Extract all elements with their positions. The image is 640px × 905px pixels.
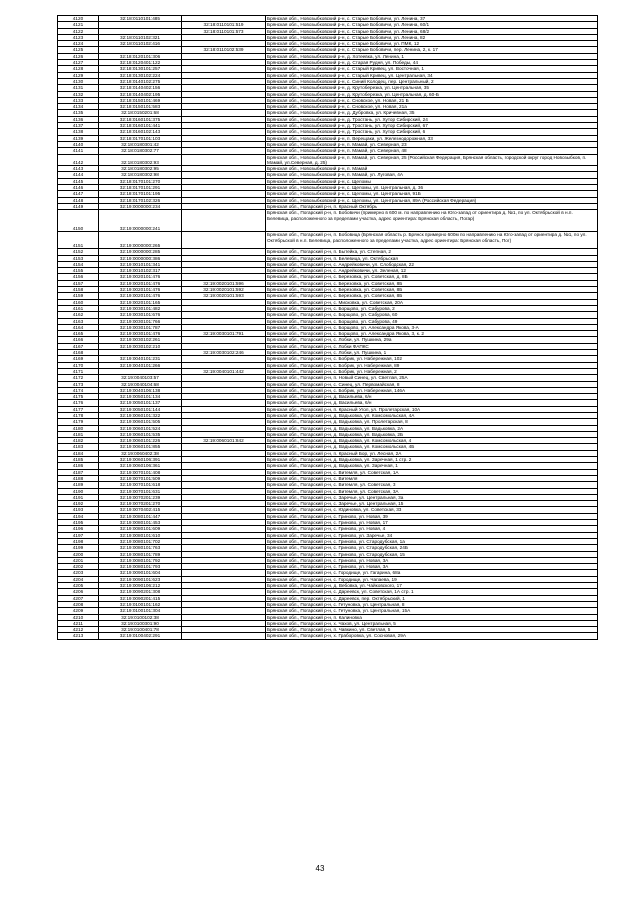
address-cell: Брянская обл., Новозыбковский р-н, с. Старые Бобовичи, ул. ПМК, 12 [266,41,598,47]
row-number-cell: 4201 [58,557,99,563]
row-number-cell: 4192 [58,501,99,507]
row-number-cell: 4165 [58,331,99,337]
cadastral-number-cell: 32:19:0040101:231 [99,356,182,362]
linked-cadastral-cell: 32:19:0020101:596 [182,280,266,286]
cadastral-number-cell: 32:19:0040101:266 [99,362,182,368]
row-number-cell: 4139 [58,135,99,141]
address-cell: Брянская обл., Погарский р-н, с. Гриново, ул. Новая, 17 [266,520,598,526]
table-row [58,210,598,232]
row-number-cell: 4188 [58,475,99,481]
cadastral-number-cell: 32:19:0060101:322 [99,413,182,419]
row-number-cell: 4157 [58,280,99,286]
cadastral-number-cell: 32:18:0180301:42 [99,141,182,147]
row-number-cell: 4207 [58,595,99,601]
cadastral-number-cell: 32:19:0080101:789 [99,551,182,557]
row-number-cell: 4179 [58,419,99,425]
address-cell: Брянская обл., Погарский р-н, с. Синец, ул. Первомайская, 8 [266,381,598,387]
cadastral-number-cell: 32:19:0060106:391 [99,457,182,463]
cadastral-number-cell: 32:18:0170102:326 [99,197,182,203]
cadastral-number-cell: 32:19:0000000:234 [99,203,182,209]
address-cell: Брянская обл., Погарский р-н, х. Чахов, ул. Центральная, 5 [266,620,598,626]
cadastral-number-cell: 32:18:0120101:306 [99,53,182,59]
cadastral-number-cell: 32:18:0110102:321 [99,34,182,40]
address-cell: Брянская обл., Погарский р-н, д. Вадьковка, ул. Вадьковка, 2А [266,425,598,431]
address-cell: Брянская обл., Погарский р-н, с. Гриново, ул. Новая, 3А [266,564,598,570]
row-number-cell: 4195 [58,520,99,526]
address-cell: Брянская обл., Погарский р-н, д. Вадьковка, ул. Заречная, 1 стр. 2 [266,457,598,463]
linked-cadastral-cell [182,210,266,232]
row-number-cell: 4196 [58,526,99,532]
cadastral-number-cell: 32:18:0170101:291 [99,185,182,191]
address-cell: Брянская обл., Новозыбковский р-н, с. Щеломы [266,178,598,184]
row-number-cell: 4198 [58,538,99,544]
row-number-cell: 4166 [58,337,99,343]
address-cell: Брянская обл., Погарский р-н, с. Гриново, ул. Новая, 4 [266,526,598,532]
linked-cadastral-cell: 32:18:0110101:519 [182,22,266,28]
cadastral-number-cell: 32:19:0030101:766 [99,318,182,324]
cadastral-number-cell: 32:19:0080101:793 [99,564,182,570]
cadastral-number-cell: 32:19:0080101:763 [99,545,182,551]
address-cell: Брянская обл., Новозыбковский р-н, д. Дубровка, ул. Кричевная, 35 [266,110,598,116]
address-cell: Брянская обл., Новозыбковский р-н, п. Мамай [266,166,598,172]
cadastral-number-cell: 32:19:0000000:386 [99,255,182,261]
row-number-cell: 4140 [58,141,99,147]
row-number-cell: 4187 [58,469,99,475]
address-cell: Брянская обл., Погарский р-н, с. Заречье, ул. Центральная, 3а [266,494,598,500]
address-cell: Брянская обл., Погарский р-н, с. Березовка, ул. Советская, д. 8Б [266,274,598,280]
row-number-cell: 4159 [58,293,99,299]
table-row [58,232,598,249]
cadastral-number-cell: 32:19:0090101:604 [99,570,182,576]
address-cell: Брянская обл., Новозыбковский р-н, д. Крутоберезка, ул. Центральная, 35 [266,85,598,91]
row-number-cell: 4132 [58,91,99,97]
address-cell: Брянская обл., Погарский р-н, с. Бобрик, ул. Набережная, 146А [266,387,598,393]
table-row [58,633,598,639]
cadastral-number-cell: 32:19:0100301:90 [99,620,182,626]
address-cell: Брянская обл., Новозыбковский р-н, п. Мамай, ул. Северная, 25 (Российская Федерация, Брянская область, городской округ город Новозыбков, п. Мамай, ул.Северная, д. 25) [266,154,598,166]
address-cell: Брянская обл., Новозыбковский р-н, с. Старые Бобовичи, ул. Ленина, 82 [266,34,598,40]
cadastral-number-cell: 32:19:0060106:361 [99,463,182,469]
row-number-cell: 4193 [58,507,99,513]
row-number-cell: 4190 [58,488,99,494]
row-number-cell: 4135 [58,110,99,116]
cadastral-number-cell: 32:19:0030101:676 [99,312,182,318]
cadastral-number-cell: 32:19:0100401:78 [99,627,182,633]
row-number-cell: 4128 [58,66,99,72]
cadastral-number-cell: 32:19:0000000:285 [99,249,182,255]
cadastral-number-cell: 32:19:0020101:165 [99,299,182,305]
cadastral-number-cell: 32:19:0100102:38 [99,614,182,620]
address-cell: Брянская обл., Погарский р-н, с. Юдиновка, ул. Советская, 33 [266,507,598,513]
row-number-cell: 4212 [58,627,99,633]
cadastral-number-cell: 32:19:0020101:476 [99,274,182,280]
row-number-cell: 4127 [58,60,99,66]
registry-table-sheet [57,15,597,640]
row-number-cell: 4169 [58,356,99,362]
page-number: 43 [315,864,325,873]
cadastral-number-cell: 32:18:0160101:375 [99,116,182,122]
cadastral-number-cell: 32:19:0010101:341 [99,261,182,267]
cadastral-number-cell: 32:18:0180302:77 [99,148,182,154]
address-cell: Брянская обл., Погарский р-н, с. Андрейковичи, ул. Зеленая, 12 [266,268,598,274]
linked-cadastral-cell: 32:19:0040101:442 [182,368,266,374]
row-number-cell: 4125 [58,47,99,53]
cadastral-number-cell: 32:19:0050101:144 [99,406,182,412]
row-number-cell: 4162 [58,312,99,318]
address-cell: Брянская обл., Новозыбковский р-н, с. Синий Колодец, пер. Центральный, 2 [266,78,598,84]
row-number-cell: 4182 [58,438,99,444]
cadastral-number-cell: 32:18:0150101:583 [99,104,182,110]
cadastral-number-cell: 32:19:0010102:317 [99,268,182,274]
cadastral-number-cell: 32:19:0100101:162 [99,601,182,607]
address-cell: Брянская обл., Погарский р-н, п. Красный Угол, ул. Пролетарская, 10А [266,406,598,412]
row-number-cell: 4180 [58,425,99,431]
cadastral-number-cell: 32:19:0100402:291 [99,633,182,639]
row-number-cell: 4131 [58,85,99,91]
cadastral-number-cell: 32:19:0030101:476 [99,331,182,337]
linked-cadastral-cell: 32:19:0030102:246 [182,350,266,356]
cadastral-number-cell: 32:19:0060101:855 [99,444,182,450]
row-number-cell: 4174 [58,387,99,393]
row-number-cell: 4184 [58,450,99,456]
address-cell: Брянская обл., Погарский р-н, с. Борщово, ул. Сабурова, 2 [266,305,598,311]
cadastral-number-cell: 32:18:0140402:195 [99,91,182,97]
row-number-cell: 4141 [58,148,99,154]
address-cell: Брянская обл., Погарский р-н, п. Чавкино, ул. Светлая, 5 [266,627,598,633]
cadastral-number-cell: 32:18:0120401:122 [99,60,182,66]
row-number-cell: 4199 [58,545,99,551]
cadastral-number-cell: 32:18:0170101:195 [99,191,182,197]
address-cell: Брянская обл., Погарский р-н, с. Гриново, ул. Новая, 3А [266,557,598,563]
cadastral-number-cell: 32:19:0070402:415 [99,507,182,513]
address-cell: Брянская обл., Погарский р-н, с. Заречье, ул. Центральная, 15 [266,501,598,507]
row-number-cell: 4204 [58,576,99,582]
row-number-cell: 4130 [58,78,99,84]
row-number-cell: 4200 [58,551,99,557]
row-number-cell: 4185 [58,457,99,463]
cadastral-number-cell: 32:19:0040103:57 [99,375,182,381]
row-number-cell: 4123 [58,34,99,40]
registry-table [57,15,598,640]
cadastral-number-cell: 32:18:0170101:103 [99,135,182,141]
address-cell: Брянская обл., Погарский р-н, д. Вебовка, ул. Чайковского, 17 [266,583,598,589]
row-number-cell: 4177 [58,406,99,412]
address-cell: Брянская обл., Новозыбковский р-н, с. Сновское, ул. Новая, 21 Б [266,97,598,103]
address-cell: Брянская обл., Новозыбковский р-н, п. Мамай, ул. Луговая, 4А [266,172,598,178]
row-number-cell: 4158 [58,287,99,293]
address-cell: Брянская обл., Новозыбковский р-н, с. Сновское, ул. Новая, 21а [266,104,598,110]
cadastral-number-cell: 32:19:0080101:453 [99,520,182,526]
address-cell: Брянская обл., Погарский р-н, с. Бобрик, ул. Набережная, 89 [266,362,598,368]
row-number-cell: 4153 [58,255,99,261]
address-cell: Брянская обл., Новозыбковский р-н, д. Старая Рудня, ул. Победы, 44 [266,60,598,66]
cadastral-number-cell: 32:19:0030102:210 [99,343,182,349]
address-cell: Брянская обл., Погарский р-н, п. Белевица, ул. Октябрьская [266,255,598,261]
row-number-cell: 4160 [58,299,99,305]
row-number-cell: 4121 [58,22,99,28]
cadastral-number-cell: 32:19:0050101:137 [99,400,182,406]
row-number-cell: 4167 [58,343,99,349]
row-number-cell: 4138 [58,129,99,135]
cadastral-number-cell: 32:18:0150101:469 [99,97,182,103]
address-cell: Брянская обл., Погарский р-н, д. Вадьковка, ул. Пролетарская, 8 [266,419,598,425]
address-cell: Брянская обл., Погарский р-н, д. Вадьковка, ул. Заречная, 1 [266,463,598,469]
row-number-cell: 4209 [58,608,99,614]
address-cell: Брянская обл., Погарский р-н, с. Борщово, ул. Александра Якова, 3-А [266,324,598,330]
address-cell: Брянская обл., Погарский р-н, п. Бытейка, ул. Степная, 2 [266,249,598,255]
cadastral-number-cell: 32:19:0030101:787 [99,324,182,330]
address-cell: Брянская обл., Погарский р-н, д. Васильева, 6/н [266,400,598,406]
cadastral-number-cell: 32:18:0160102:143 [99,129,182,135]
address-cell: Брянская обл., Погарский р-н, п. Калиновка [266,614,598,620]
cadastral-number-cell: 32:19:0020101:476 [99,287,182,293]
address-cell: Брянская обл., Погарский р-н, с. Витемля, ул. Советская, 1А [266,469,598,475]
linked-cadastral-cell: 32:18:0110101:573 [182,28,266,34]
address-cell: Брянская обл., Новозыбковский р-н, с. Старые Бобовичи, ул. Ленина, 60/1 [266,22,598,28]
address-cell: Брянская обл., Погарский р-н, с. Дареевск, ул. Советская, 1А стр. 1 [266,589,598,595]
row-number-cell: 4205 [58,583,99,589]
cadastral-number-cell: 32:19:0000000:241 [99,210,182,232]
address-cell: Брянская обл., Погарский р-н, с. Витемля, ул. Советская, 3А [266,488,598,494]
row-number-cell: 4170 [58,362,99,368]
address-cell: Брянская обл., Погарский р-н, с. Бобрик, ул. Набережная, 2 [266,368,598,374]
address-cell: Брянская обл., Погарский р-н, х. Граборовка, ул. Сосновая, 29А [266,633,598,639]
cadastral-number-cell: 32:18:0130102:224 [99,72,182,78]
address-cell: Брянская обл., Погарский р-н, с. Березовка, ул. Советская, 8Б [266,287,598,293]
linked-cadastral-cell: 32:19:0060101:842 [182,438,266,444]
address-cell: Брянская обл., Погарский р-н, п. Бобовица (Брянская область р. Брянск примерно 600м по направлению на Юго-запад от ориентира д. №1, по ул. Октябрьской в н.п. Белевица, расположенного за пределами участка, адрес ориентира: Брянская область, Пог) [266,232,598,249]
cadastral-number-cell: 32:19:0070101:631 [99,488,182,494]
linked-cadastral-cell [182,232,266,249]
row-number-cell: 4154 [58,261,99,267]
address-cell: Брянская обл., Новозыбковский р-н, с. Старые Бобовичи, ул. Ленина, 68/2 [266,28,598,34]
address-cell: Брянская обл., Погарский р-н, с. Городище, ул. Чапаева, 19 [266,576,598,582]
address-cell: Брянская обл., Новозыбковский р-н, с. Щеломы, ул. Центральная, д. 36 [266,185,598,191]
address-cell: Брянская обл., Погарский р-н, с. Витемля [266,475,598,481]
cadastral-number-cell: 32:18:0110102:416 [99,41,182,47]
row-number-cell: 4208 [58,601,99,607]
row-number-cell: 4129 [58,72,99,78]
row-number-cell: 4150 [58,210,99,232]
row-number-cell: 4136 [58,116,99,122]
address-cell: Брянская обл., Погарский р-н, с. Борщово, ул. Сабурова, 49 [266,318,598,324]
address-cell: Брянская обл., Погарский р-н, с. Лобки, ул. Пушкина, 1 [266,350,598,356]
row-number-cell: 4168 [58,350,99,356]
row-number-cell: 4133 [58,97,99,103]
cadastral-number-cell: 32:18:0130101:257 [99,66,182,72]
address-cell: Брянская обл., Новозыбковский р-н, п. Мамай, ул. Северная, 48 [266,148,598,154]
cadastral-number-cell: 32:18:0180302:95 [99,166,182,172]
cadastral-number-cell: 32:19:0050101:134 [99,394,182,400]
row-number-cell: 4163 [58,318,99,324]
row-number-cell: 4186 [58,463,99,469]
address-cell: Брянская обл., Погарский р-н, с. Гриново, ул. Стародубская, 15 [266,551,598,557]
cadastral-number-cell: 32:18:0170101:270 [99,178,182,184]
address-cell: Брянская обл., Погарский р-н, с. Гетуновка, ул. Центральная, 8 [266,601,598,607]
address-cell: Брянская обл., Новозыбковский р-н, с. Старый Кривец, ул. Центральная, 34 [266,72,598,78]
row-number-cell: 4152 [58,249,99,255]
address-cell: Брянская обл., Погарский р-н, д. Васильева, 6/н [266,394,598,400]
cadastral-number-cell: 32:19:0030101:482 [99,305,182,311]
row-number-cell: 4134 [58,104,99,110]
row-number-cell: 4206 [58,589,99,595]
address-cell: Брянская обл., Новозыбковский р-н, с. Щеломы, ул. Центральная, 89А (Российская Федерация) [266,197,598,203]
cadastral-number-cell: 32:19:0080101:447 [99,513,182,519]
cadastral-number-cell: 32:19:0070201:239 [99,494,182,500]
cadastral-number-cell: 32:18:0180302:98 [99,172,182,178]
address-cell: Брянская обл., Погарский р-н, с. Бобрик, ул. Набережная, 102 [266,356,598,362]
row-number-cell: 4210 [58,614,99,620]
address-cell: Брянская обл., Погарский р-н, с. Городище, ул. Гагарина, 68а [266,570,598,576]
address-cell: Брянская обл., Погарский р-н, д. Вадьковка, ул. Комсомольская, 4А [266,413,598,419]
cadastral-number-cell: 32:18:0180302:93 [99,154,182,166]
address-cell: Брянская обл., Новозыбковский р-н, с. Старый Кривец, ул. Восточная, 1 [266,66,598,72]
row-number-cell: 4181 [58,431,99,437]
row-number-cell: 4156 [58,274,99,280]
row-number-cell: 4164 [58,324,99,330]
cadastral-number-cell: 32:19:0060402:38 [99,450,182,456]
address-cell: Брянская обл., Новозыбковский р-н, д. Тростань, ул. Хутор Сибирский, 6 [266,129,598,135]
address-cell: Брянская обл., Погарский р-н, с. Гриново, ул. Стародубская, 24Б [266,545,598,551]
cadastral-number-cell: 32:19:0020101:476 [99,293,182,299]
row-number-cell: 4146 [58,185,99,191]
address-cell: Брянская обл., Погарский р-н, с. Борщово, ул. Сабурова, 60 [266,312,598,318]
cadastral-number-cell: 32:19:0020101:476 [99,280,182,286]
cadastral-number-cell: 32:19:0060101:535 [99,431,182,437]
address-cell: Брянская обл., Новозыбковский р-н, п. Верещаки, ул. Железнодорожная, 33 [266,135,598,141]
address-cell: Брянская обл., Погарский р-н, с. Гриново, ул. Новая, 39 [266,513,598,519]
linked-cadastral-cell: 32:19:0020101:592 [182,287,266,293]
address-cell: Брянская обл., Новозыбковский р-н, д. Крутоберезка, ул. Центральная, д. 60-Б [266,91,598,97]
row-number-cell: 4191 [58,494,99,500]
row-number-cell: 4203 [58,570,99,576]
row-number-cell: 4189 [58,482,99,488]
cadastral-number-cell: 32:19:0090106:212 [99,583,182,589]
address-cell: Брянская обл., Погарский р-н, д. Вадьковка, ул. Комсомольская, 4 [266,438,598,444]
cadastral-number-cell: 32:18:0140402:156 [99,85,182,91]
row-number-cell: 4143 [58,166,99,172]
row-number-cell: 4124 [58,41,99,47]
address-cell: Брянская обл., Погарский р-н, п. Бобовичи (примерно в 600 м. по направлению на Юго-запад от ориентира д. №1, по ул. Октябрьской в н.п. Белевица, расположенного за пределами участка, адрес ориентира: Брянская область, Погар) [266,210,598,232]
address-cell: Брянская обл., Погарский р-н, с. Андрейковичи, ул. Слободская, 22 [266,261,598,267]
cadastral-number-cell: 32:19:0070101:618 [99,482,182,488]
row-number-cell: 4197 [58,532,99,538]
cadastral-number-cell: 32:19:0060101:226 [99,438,182,444]
linked-cadastral-cell: 32:18:0110102:539 [182,47,266,53]
address-cell: Брянская обл., Новозыбковский р-н, д. Хотеевка, ул. Ленина, 1 [266,53,598,59]
cadastral-number-cell: 32:19:0100101:304 [99,608,182,614]
row-number-cell: 4202 [58,564,99,570]
cadastral-number-cell: 32:18:0150201:68 [99,110,182,116]
address-cell: Брянская обл., Погарский р-н, с. Березовка, ул. Советская, 8Б [266,293,598,299]
row-number-cell: 4145 [58,178,99,184]
row-number-cell: 4142 [58,154,99,166]
address-cell: Брянская обл., Погарский р-н, д. Вадьковка, ул. Комсомольская, 4Б [266,444,598,450]
row-number-cell: 4211 [58,620,99,626]
address-cell: Брянская обл., Погарский р-н, с. Мисковка, ул. Советская, 20А [266,299,598,305]
row-number-cell: 4213 [58,633,99,639]
cadastral-number-cell: 32:19:0070101:509 [99,475,182,481]
cadastral-number-cell: 32:19:0090201:415 [99,595,182,601]
address-cell: Брянская обл., Погарский р-н, п. Красный Бор, ул. Лесная, 2А [266,450,598,456]
address-cell: Брянская обл., Погарский р-н, с. Лобки, ул. Пушкина, 29а [266,337,598,343]
cadastral-number-cell: 32:19:0080101:792 [99,557,182,563]
cadastral-number-cell: 32:18:0160101:441 [99,123,182,129]
address-cell: Брянская обл., Погарский р-н, п. Новый Синец, ул. Светлая, 25А [266,375,598,381]
cadastral-number-cell: 32:19:0080101:610 [99,532,182,538]
row-number-cell: 4151 [58,232,99,249]
address-cell: Брянская обл., Погарский р-н, с. Гриново, ул. Стародубская, 1а [266,538,598,544]
row-number-cell: 4122 [58,28,99,34]
address-cell: Брянская обл., Погарский р-н, п. Красный Октябрь [266,203,598,209]
cadastral-number-cell: 32:19:0080101:702 [99,538,182,544]
address-cell: Брянская обл., Погарский р-н, д. Вадьковка, ул. Вадьковка, 2Б [266,431,598,437]
registry-table-body [58,16,598,640]
row-number-cell: 4137 [58,123,99,129]
address-cell: Брянская обл., Погарский р-н, с. Борщово, ул. Александра Якова, 3, к. 2 [266,331,598,337]
row-number-cell: 4155 [58,268,99,274]
row-number-cell: 4171 [58,368,99,374]
row-number-cell: 4176 [58,400,99,406]
address-cell: Брянская обл., Погарский р-н, с. Гриново, ул. Заречье, 34 [266,532,598,538]
linked-cadastral-cell [182,633,266,639]
address-cell: Брянская обл., Погарский р-н, с. Дареевск, пер. Октябрьский, 1 [266,595,598,601]
cadastral-number-cell: 32:19:0090101:623 [99,576,182,582]
row-number-cell: 4178 [58,413,99,419]
cadastral-number-cell: 32:19:0070101:408 [99,469,182,475]
row-number-cell: 4173 [58,381,99,387]
address-cell: Брянская обл., Погарский р-н, с. Гетуновка, ул. Центральная, 15А [266,608,598,614]
row-number-cell: 4172 [58,375,99,381]
cadastral-number-cell: 32:19:0000000:265 [99,232,182,249]
cadastral-number-cell: 32:19:0090201:308 [99,589,182,595]
cadastral-number-cell: 32:18:0140102:275 [99,78,182,84]
address-cell: Брянская обл., Погарский р-н, с. Лобки ФАПКС [266,343,598,349]
address-cell: Брянская обл., Новозыбковский р-н, д. Тростань, ул. Хутор Сибирский, 67 [266,123,598,129]
cadastral-number-cell: 32:19:0070201:270 [99,501,182,507]
address-cell: Брянская обл., Новозыбковский р-н, п. Мамай, ул. Северная, 23 [266,141,598,147]
cadastral-number-cell: 32:19:0060101:524 [99,425,182,431]
linked-cadastral-cell: 32:19:0020101:593 [182,293,266,299]
address-cell: Брянская обл., Новозыбковский р-н, д. Тростань, ул. Хутор Сибирский, 24 [266,116,598,122]
row-number-cell: 4194 [58,513,99,519]
row-number-cell: 4148 [58,197,99,203]
row-number-cell: 4120 [58,16,99,22]
address-cell: Брянская обл., Новозыбковский р-н, с. Старые Бобовичи, ул. Ленина, 37 [266,16,598,22]
address-cell: Брянская обл., Новозыбковский р-н, с. Щеломы, ул. Центральная, 91Б [266,191,598,197]
cadastral-number-cell: 32:18:0110101:485 [99,16,182,22]
row-number-cell: 4147 [58,191,99,197]
table-row [58,154,598,166]
address-cell: Брянская обл., Новозыбковский р-н, с. Старые Бобовичи, пер. Ленина, 2, к. 17 [266,47,598,53]
row-number-cell: 4144 [58,172,99,178]
row-number-cell: 4175 [58,394,99,400]
row-number-cell: 4149 [58,203,99,209]
linked-cadastral-cell: 32:19:0030101:791 [182,331,266,337]
row-number-cell: 4126 [58,53,99,59]
cadastral-number-cell: 32:19:0040106:138 [99,387,182,393]
cadastral-number-cell: 32:19:0030102:261 [99,337,182,343]
address-cell: Брянская обл., Погарский р-н, с. Витемля, ул. Советская, 3 [266,482,598,488]
linked-cadastral-cell [182,154,266,166]
row-number-cell: 4161 [58,305,99,311]
cadastral-number-cell: 32:19:0040104:68 [99,381,182,387]
cadastral-number-cell: 32:19:0080101:609 [99,526,182,532]
cadastral-number-cell: 32:19:0060101:505 [99,419,182,425]
row-number-cell: 4183 [58,444,99,450]
address-cell: Брянская обл., Погарский р-н, с. Березовка, ул. Советская, 8Б [266,280,598,286]
